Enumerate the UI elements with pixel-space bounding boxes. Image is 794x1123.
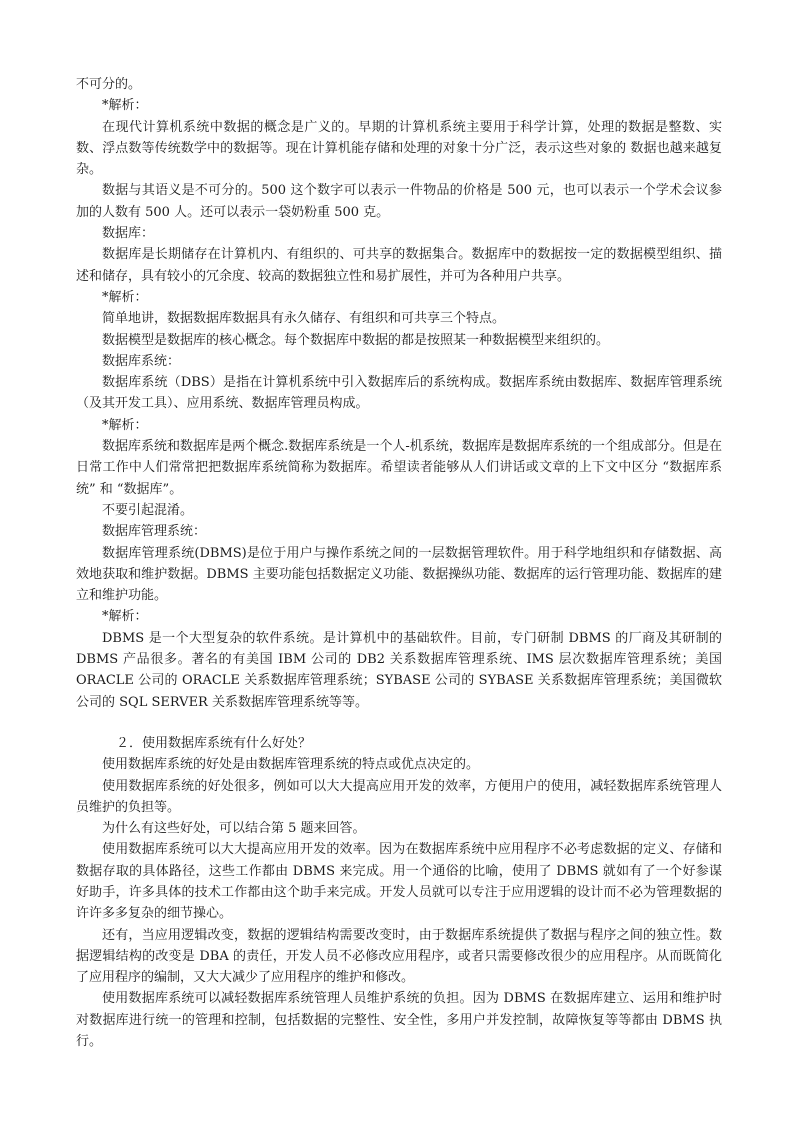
term-heading: 数据库： [102, 226, 155, 242]
paragraph: 数据模型是数据库的核心概念。每个数据库中数据的都是按照某一种数据模型来组织的。 [102, 332, 610, 348]
document-page [76, 74, 722, 1052]
paragraph: DBMS 是一个大型复杂的软件系统。是计算机中的基础软件。目前，专门研制 DBMS 的厂商及其研制的 DBMS 产品很多。著名的有美国 IBM 公司的 DB2 关系数据库管理系统、IMS 层次数据库管理系统；美国 ORACLE 公司的 ORACLE 关系数据库管理系统；SYBASE 公司的 SYBASE 关系数据库管理系统；美国微软公司的 SQL SERVER 关系数据库管理系统等等。 [76, 630, 722, 710]
paragraph: 使用数据库系统可以减轻数据库系统管理人员维护系统的负担。因为 DBMS 在数据库建立、运用和维护时对数据库进行统一的管理和控制，包括数据的完整性、安全性，多用户并发控制，故障恢复等等都由 DBMS 执行。 [76, 991, 722, 1050]
term-heading: 数据库管理系统： [102, 524, 207, 540]
paragraph: 不要引起混淆。 [102, 502, 194, 518]
analysis-label: *解析： [102, 98, 148, 114]
paragraph: 简单地讲，数据数据库数据具有永久储存、有组织和可共享三个特点。 [102, 311, 506, 327]
paragraph: 数据库系统和数据库是两个概念.数据库系统是一个人-机系统，数据库是数据库系统的一个组成部分。但是在日常工作中人们常常把把数据库系统简称为数据库。希望读者能够从人们讲话或文章的上下文中区分 “数据库系统” 和 “数据库”。 [76, 439, 722, 497]
paragraph: 在现代计算机系统中数据的概念是广义的。早期的计算机系统主要用于科学计算，处理的数据是整数、实数、浮点数等传统数学中的数据等。现在计算机能存储和处理的对象十分广泛，表示这些对象的 数据也越来越复杂。 [76, 119, 722, 178]
question-heading: ２．使用数据库系统有什么好处？ [116, 735, 312, 751]
analysis-label: *解析： [102, 289, 148, 305]
paragraph-continuation: 不可分的。 [76, 77, 142, 92]
paragraph: 使用数据库系统可以大大提高应用开发的效率。因为在数据库系统中应用程序不必考虑数据的定义、存储和数据存取的具体路径，这些工作都由 DBMS 来完成。用一个通俗的比喻，使用了 DBMS 就如有了一个好参谋好助手，许多具体的技术工作都由这个助手来完成。开发人员就可以专注于应用逻辑的设计而不必为管理数据的许许多多复杂的细节操心。 [76, 842, 722, 922]
analysis-label: *解析： [102, 417, 148, 433]
paragraph: 为什么有这些好处，可以结合第 5 题来回答。 [102, 821, 366, 837]
paragraph: 使用数据库系统的好处是由数据库管理系统的特点或优点决定的。 [102, 757, 480, 773]
analysis-label: *解析： [102, 609, 148, 625]
paragraph: 使用数据库系统的好处很多，例如可以大大提高应用开发的效率，方便用户的使用，减轻数据库系统管理人员维护的负担等。 [76, 778, 722, 815]
paragraph: 数据库是长期储存在计算机内、有组织的、可共享的数据集合。数据库中的数据按一定的数据模型组织、描述和储存，具有较小的冗余度、较高的数据独立性和易扩展性，并可为各种用户共享。 [76, 247, 722, 284]
paragraph: 数据库系统（DBS）是指在计算机系统中引入数据库后的系统构成。数据库系统由数据库、数据库管理系统（及其开发工具）、应用系统、数据库管理员构成。 [76, 375, 722, 412]
paragraph: 数据与其语义是不可分的。500 这个数字可以表示一件物品的价格是 500 元，也可以表示一个学术会议参加的人数有 500 人。还可以表示一袋奶粉重 500 克。 [76, 183, 722, 220]
paragraph: 还有，当应用逻辑改变，数据的逻辑结构需要改变时，由于数据库系统提供了数据与程序之间的独立性。数据逻辑结构的改变是 DBA 的责任，开发人员不必修改应用程序，或者只需要修改很少的应用程序。从而既简化了应用程序的编制，又大大减少了应用程序的维护和修改。 [76, 927, 722, 986]
paragraph: 数据库管理系统(DBMS)是位于用户与操作系统之间的一层数据管理软件。用于科学地组织和存储数据、高效地获取和维护数据。DBMS 主要功能包括数据定义功能、数据操纵功能、数据库的运行管理功能、数据库的建立和维护功能。 [76, 545, 722, 604]
term-heading: 数据库系统： [102, 353, 181, 369]
